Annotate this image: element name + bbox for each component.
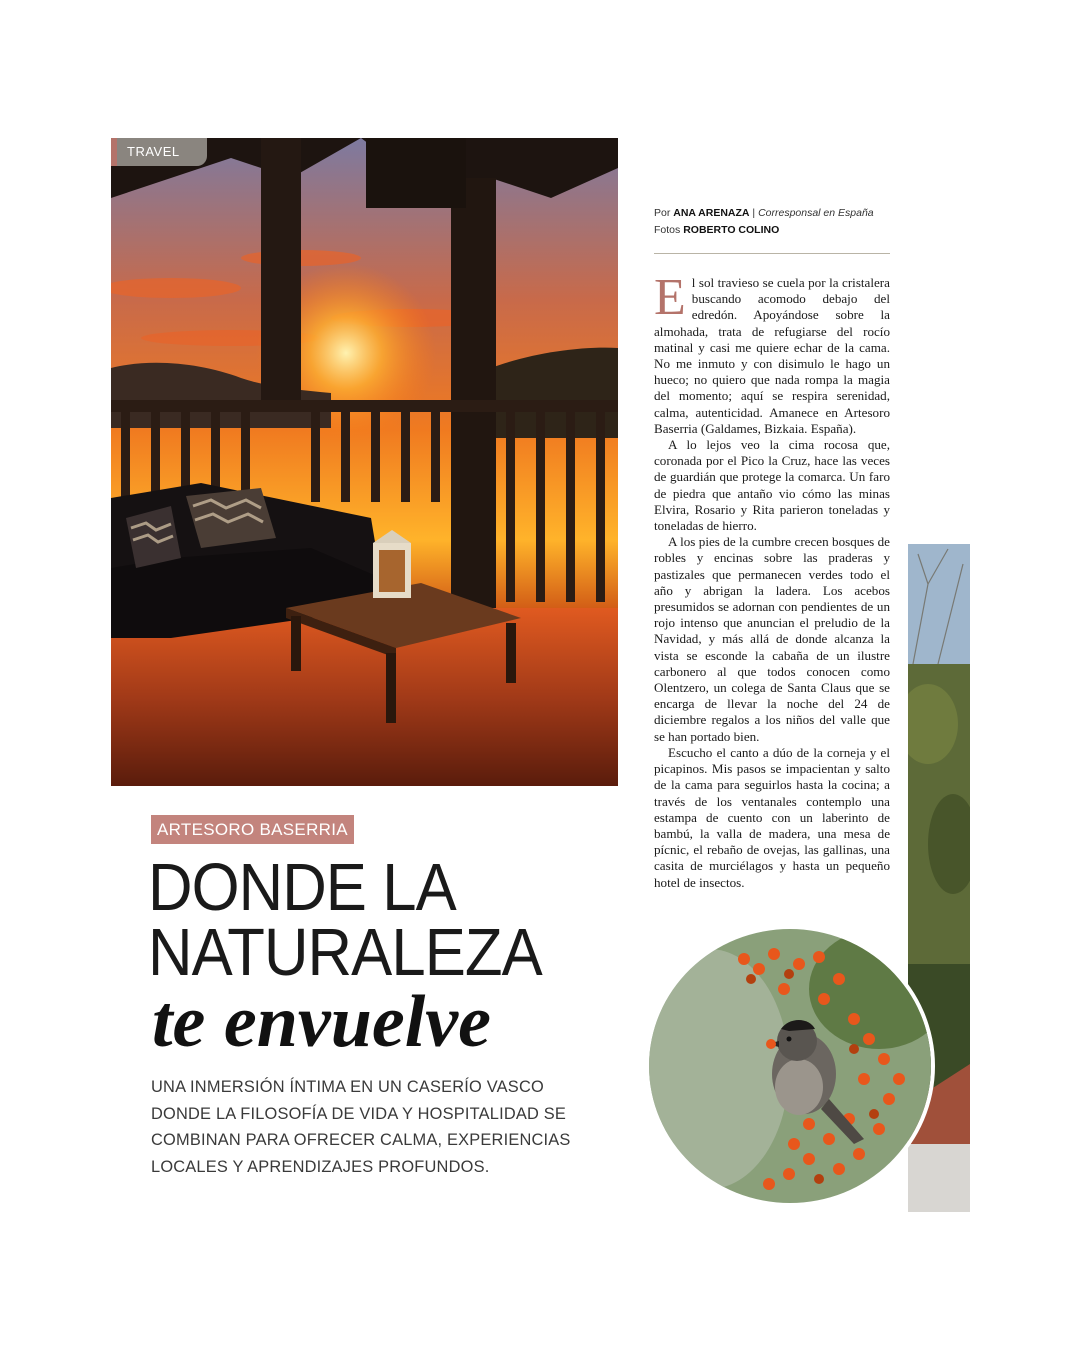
drop-cap: E: [654, 269, 686, 326]
circle-photo-bird-berries: [645, 925, 935, 1207]
subtitle: UNA INMERSIÓN ÍNTIMA EN UN CASERÍO VASCO DONDE LA FILOSOFÍA DE VIDA Y HOSPITALIDAD SE COMBINAN PARA OFRECER CALMA, EXPERIENCIAS LOCALES Y APRENDIZAJES PROFUNDOS.: [151, 1078, 571, 1176]
byline-photographer: ROBERTO COLINO: [683, 224, 780, 236]
body-paragraph-1-text: l sol travieso se cuela por la cristalera buscando acomodo debajo del edredón. Apoyándose sobre la almohada, trata de refugiarse del rocío matinal y casi me quiere echar de la cama. No me inmuto y con disimulo le hago un hueco; no quiero que nada rompa la magia del momento; aquí se respira serenidad, calma, autenticidad. Amanece en Artesoro Baserria (Galdames, Bizkaia. España).: [654, 275, 890, 436]
byline-prefix: Por: [654, 207, 671, 219]
byline-photos-prefix: Fotos: [654, 224, 681, 236]
byline: [654, 205, 890, 239]
headline-line-1: DONDE LA: [148, 850, 456, 925]
body-paragraph-2: A lo lejos veo la cima rocosa que, coronada por el Pico la Cruz, hace las veces de guardián que protege la comarca. Un faro de piedra que antaño vio cómo las minas Elvira, Rosario y Rita parieron toneladas y toneladas de hierro.: [654, 437, 890, 534]
byline-separator: |: [752, 207, 756, 219]
byline-divider: [654, 253, 890, 254]
body-paragraph-1: [654, 269, 890, 437]
section-tag: TRAVEL: [111, 138, 207, 166]
main-photo-sunset-terrace: [111, 138, 618, 786]
headline-line-3: te envuelve: [152, 981, 491, 1063]
article-body: [654, 269, 890, 891]
byline-author: ANA ARENAZA: [673, 207, 750, 219]
body-paragraph-3: A los pies de la cumbre crecen bosques de robles y encinas sobre las praderas y pastizales que permanecen verdes todo el año y abrigan la ladera. Los acebos presumidos se adornan con pendientes de un rojo intenso que anuncian el preludio de la Navidad, y más allá de donde alcanza la vista se esconde la cabaña de un ilustre carbonero al que todos conocen como Olentzero, un colega de Santa Claus que se encarga de llevar la noche del 24 de diciembre regalos a los niños del valle que se han portado bien.: [654, 534, 890, 744]
byline-photos-line: [654, 222, 890, 239]
byline-role: Corresponsal en España: [758, 207, 874, 219]
kicker-label: ARTESORO BASERRIA: [151, 815, 354, 844]
headline-line-2: NATURALEZA: [148, 915, 542, 990]
body-paragraph-4: Escucho el canto a dúo de la corneja y el picapinos. Mis pasos se impacientan y salto de la cama para seguirlos hasta la cocina; a través de los ventanales contemplo una estampa de cuento con un laberinto de bambú, la valla de madera, una mesa de pícnic, el rebaño de ovejas, las gallinas, una casita de murciélagos y hasta un pequeño hotel de insectos.: [654, 744, 890, 890]
byline-author-line: [654, 205, 890, 222]
